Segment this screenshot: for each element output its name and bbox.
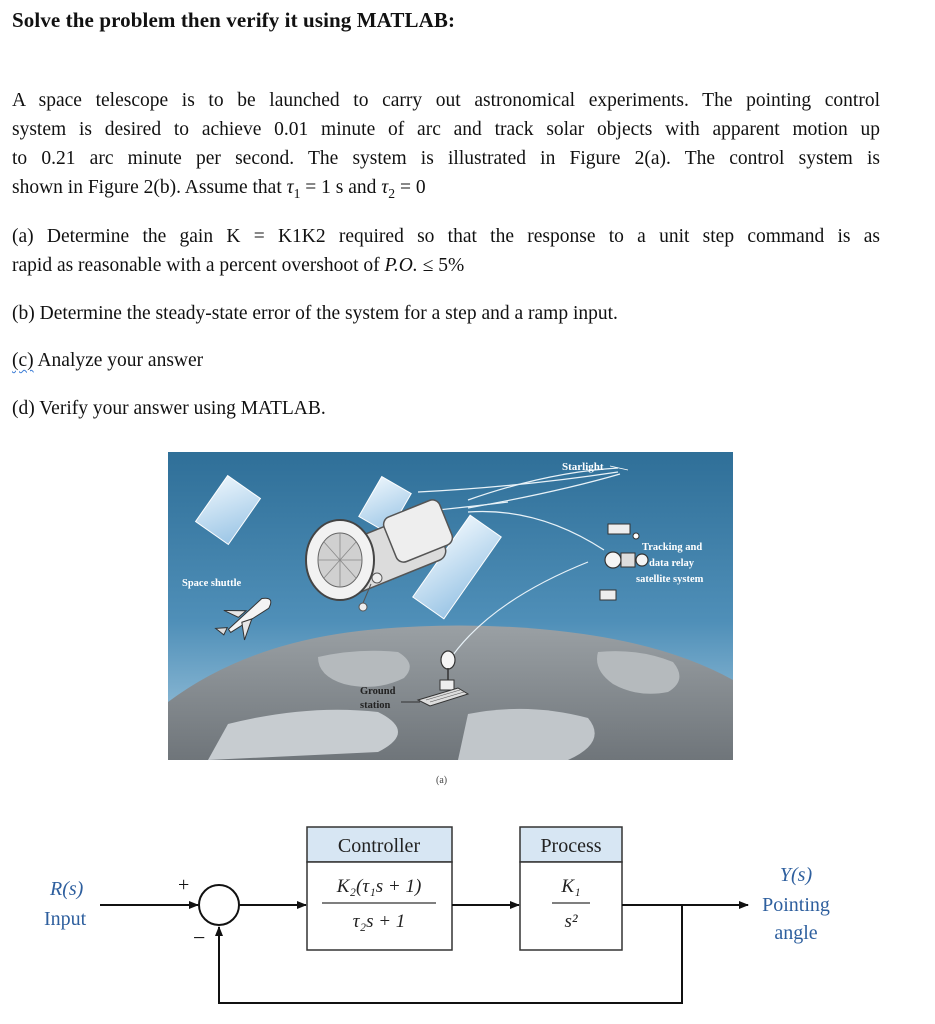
intro-line-3: to 0.21 arc minute per second. The system is illustrated in Figure 2(a). The control system is bbox=[12, 148, 880, 169]
tau1-subscript: 1 bbox=[293, 185, 301, 201]
tau1-value: = 1 s and bbox=[300, 177, 382, 198]
figure-2a-caption: (a) bbox=[436, 775, 448, 786]
part-d-paragraph: (d) Verify your answer using MATLAB. bbox=[12, 398, 326, 419]
intro-paragraph bbox=[12, 86, 880, 202]
part-a-line-2 bbox=[12, 251, 880, 280]
tracking-label-line-1: Tracking and bbox=[642, 542, 703, 553]
process-title: Process bbox=[540, 835, 602, 857]
controller-title: Controller bbox=[337, 835, 421, 857]
tau2-symbol: τ bbox=[381, 177, 389, 198]
ground-station-label-line-1: Ground bbox=[360, 686, 396, 697]
input-label: Input bbox=[44, 908, 87, 930]
tracking-label-line-2: data relay bbox=[649, 558, 695, 569]
intro-line-1: A space telescope is to be launched to carry out astronomical experiments. The pointing control bbox=[12, 90, 880, 111]
percent-overshoot-symbol: P.O. bbox=[384, 255, 418, 276]
controller-block bbox=[307, 827, 452, 950]
starlight-label: Starlight bbox=[562, 461, 604, 473]
input-symbol: R(s) bbox=[50, 878, 84, 900]
intro-line-4 bbox=[12, 173, 880, 202]
earth-ocean-patch-right bbox=[458, 709, 595, 760]
space-shuttle-label: Space shuttle bbox=[182, 578, 242, 589]
process-block bbox=[520, 827, 622, 950]
tau2-value: = 0 bbox=[395, 177, 426, 198]
figure-2b-block-diagram bbox=[0, 815, 935, 1024]
process-numerator: K₁ bbox=[561, 876, 581, 897]
output-symbol: Y(s) bbox=[779, 864, 813, 886]
intro-line-4-text: shown in Figure 2(b). Assume that bbox=[12, 177, 287, 198]
tracking-label-line-3: satellite system bbox=[636, 574, 704, 585]
ground-station-label-line-2: station bbox=[360, 700, 391, 711]
part-c-marker: (c) bbox=[12, 350, 34, 371]
part-a-line-1: (a) Determine the gain K = K1K2 required so that the response to a unit step command is as bbox=[12, 226, 880, 247]
part-c-text: Analyze your answer bbox=[33, 350, 204, 371]
minus-sign: − bbox=[193, 925, 206, 950]
process-denominator: s² bbox=[564, 911, 578, 932]
part-c-paragraph bbox=[12, 346, 880, 375]
output-label-line-1: Pointing bbox=[762, 894, 830, 916]
part-b-paragraph: (b) Determine the steady-state error of the system for a step and a ramp input. bbox=[12, 303, 618, 324]
part-a-line-2-text: rapid as reasonable with a percent overshoot of bbox=[12, 255, 385, 276]
part-a-paragraph bbox=[12, 222, 880, 280]
figure-2a-illustration bbox=[168, 452, 733, 760]
percent-overshoot-limit: ≤ 5% bbox=[417, 255, 465, 276]
tau2-subscript: 2 bbox=[388, 185, 396, 201]
summing-junction bbox=[199, 885, 239, 925]
plus-sign: + bbox=[178, 874, 190, 896]
controller-numerator: K₂(τ₁s + 1) bbox=[336, 876, 422, 897]
tau1-symbol: τ bbox=[286, 177, 294, 198]
intro-line-2: system is desired to achieve 0.01 minute of arc and track solar objects with apparent motion up bbox=[12, 119, 880, 140]
page-heading: Solve the problem then verify it using MATLAB: bbox=[12, 8, 456, 32]
output-label-line-2: angle bbox=[774, 922, 818, 944]
controller-denominator: τ₂s + 1 bbox=[352, 911, 406, 932]
